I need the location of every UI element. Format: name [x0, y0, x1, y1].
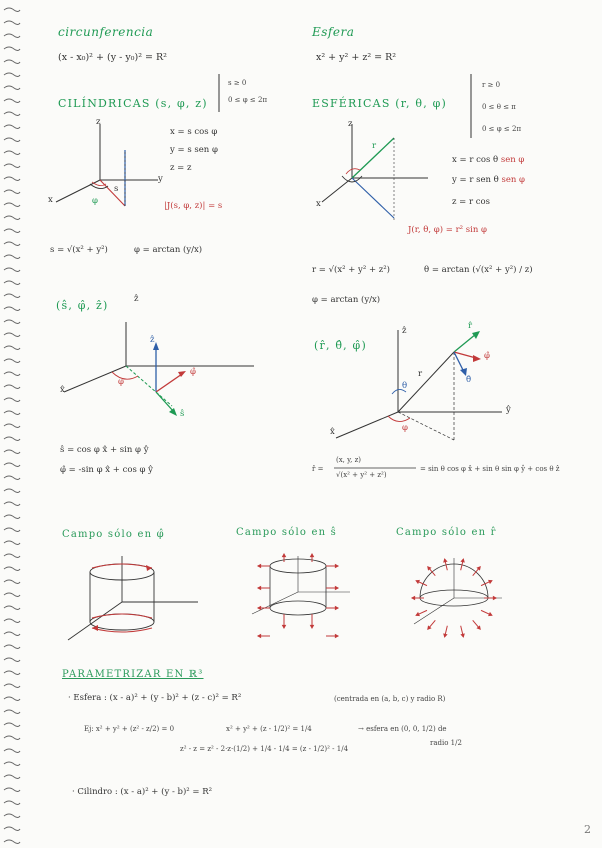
field-arrowhead	[258, 635, 261, 638]
esf-range-3: 0 ≤ φ ≤ 2π	[482, 125, 522, 133]
cil-vectors-title: (ŝ, φ̂, ẑ)	[56, 299, 109, 312]
spiral-ring	[4, 99, 20, 103]
esf-y-eq-red: sen φ	[501, 175, 526, 185]
cil-vectors-diagram	[54, 316, 264, 426]
campo-s-title: Campo sólo en ŝ	[236, 527, 337, 538]
field-arrowhead	[493, 597, 496, 600]
esfvec-label-theta: θ̂	[466, 375, 472, 385]
esfvec-axis-y: ŷ	[506, 405, 511, 415]
esfvec-label-phi: φ̂	[484, 351, 490, 361]
spiral-ring	[4, 489, 20, 493]
spiral-ring	[4, 333, 20, 337]
spiral-ring	[4, 190, 20, 194]
field-arrowhead	[335, 635, 338, 638]
param-cilindro-eq: · Cilindro : (x - a)² + (y - b)² = R²	[72, 787, 213, 797]
spiral-ring	[4, 645, 20, 649]
spiral-ring	[4, 8, 20, 12]
circunferencia-eq: (x - x₀)² + (y - y₀)² = R²	[58, 52, 167, 63]
spiral-ring	[4, 541, 20, 545]
spiral-ring	[4, 86, 20, 90]
cilindricas-title: CILÍNDRICAS (s, φ, z)	[58, 97, 208, 110]
cilvec-axis-x: x̂	[60, 385, 65, 395]
spiral-ring	[4, 606, 20, 610]
cil-axis-x: x	[48, 195, 53, 205]
cil-s-def: s = √(x² + y²)	[50, 245, 108, 255]
spiral-ring	[4, 216, 20, 220]
spiral-ring	[4, 476, 20, 480]
page-number: 2	[584, 823, 591, 836]
field-arrowhead	[258, 587, 261, 590]
esfvec-eq-den: √(x² + y² + z²)	[336, 471, 387, 479]
spiral-ring	[4, 411, 20, 415]
esf-label-r: r	[372, 141, 377, 151]
esf-r-def: r = √(x² + y² + z²)	[312, 265, 390, 275]
spiral-ring	[4, 450, 20, 454]
cil-axis-z: z	[96, 117, 101, 127]
spiral-ring	[4, 294, 20, 298]
esfvec-label-phi-angle: φ	[402, 423, 408, 433]
field-arrowhead	[444, 559, 447, 562]
esf-y-eq	[452, 176, 525, 185]
spiral-ring	[4, 73, 20, 77]
spiral-ring	[4, 554, 20, 558]
field-arrowhead	[461, 559, 464, 562]
esf-theta-def: θ = arctan (√(x² + y²) / z)	[424, 265, 533, 275]
spiral-ring	[4, 372, 20, 376]
field-arrowhead	[283, 554, 286, 557]
spiral-ring	[4, 658, 20, 662]
esf-x-eq-main: x = r cos θ	[452, 155, 499, 165]
esfvec-eq-num: (x, y, z)	[336, 456, 362, 464]
field-arrowhead	[412, 597, 415, 600]
spiral-ring	[4, 710, 20, 714]
esf-jacobian: J(r, θ, φ) = r² sin φ	[408, 225, 487, 235]
cil-label-phi: φ	[92, 196, 98, 206]
spiral-ring	[4, 21, 20, 25]
spiral-ring	[4, 814, 20, 818]
spiral-ring	[4, 840, 20, 844]
spiral-ring	[4, 749, 20, 753]
spiral-ring	[4, 138, 20, 142]
spiral-ring	[4, 320, 20, 324]
esfvec-label-theta-angle: θ	[402, 381, 408, 391]
cil-z-eq: z = z	[170, 163, 192, 173]
campo-phi-title: Campo sólo en φ̂	[62, 529, 165, 540]
spiral-ring	[4, 463, 20, 467]
spiral-ring	[4, 736, 20, 740]
field-arrowhead	[335, 587, 338, 590]
cilvec-label-angle: φ	[118, 377, 124, 387]
spiral-ring	[4, 346, 20, 350]
circunferencia-title: circunferencia	[58, 25, 154, 39]
spiral-ring	[4, 268, 20, 272]
esf-phi-def: φ = arctan (y/x)	[312, 295, 381, 305]
spiral-ring	[4, 593, 20, 597]
esf-axis-z: z	[348, 119, 353, 129]
param-ej-3: → esfera en (0, 0, 1/2) de	[358, 725, 447, 733]
spiral-ring	[4, 398, 20, 402]
esfvec-eq-fraction-bar	[334, 467, 416, 469]
cil-label-s: s	[114, 184, 119, 194]
esf-z-eq: z = r cos	[452, 197, 491, 207]
spiral-ring	[4, 359, 20, 363]
cil-jacobian: |J(s, φ, z)| = s	[164, 201, 223, 211]
spiral-ring	[4, 580, 20, 584]
campo-r-diagram	[398, 552, 508, 642]
esf-x-eq-red: sen φ	[500, 155, 525, 165]
field-arrowhead	[444, 634, 447, 637]
parametrizar-title: PARAMETRIZAR EN ℝ³	[62, 669, 204, 680]
esf-y-eq-main: y = r sen θ	[452, 175, 499, 185]
param-ej-4: radio 1/2	[430, 739, 462, 747]
spiral-ring	[4, 307, 20, 311]
field-arrowhead	[335, 607, 338, 610]
spiral-ring	[4, 437, 20, 441]
spiral-ring	[4, 762, 20, 766]
param-ej-2: x² + y² + (z - 1/2)² = 1/4	[226, 725, 312, 733]
spiral-ring	[4, 619, 20, 623]
spiral-ring	[4, 151, 20, 155]
esf-x-eq	[452, 156, 524, 165]
esf-range-1: r ≥ 0	[482, 81, 501, 89]
spiral-ring	[4, 385, 20, 389]
cilvec-label-phi: φ̂	[190, 367, 196, 377]
field-arrowhead	[335, 565, 338, 568]
esfvec-label-rr: r	[418, 369, 423, 379]
esfvec-eq-rhs: = sin θ cos φ x̂ + sin θ sin φ ŷ + cos θ ẑ	[420, 465, 560, 473]
esfericas-title: ESFÉRICAS (r, θ, φ)	[312, 97, 447, 110]
spiral-ring	[4, 60, 20, 64]
cilvec-eq-phi: φ̂ = -sin φ x̂ + cos φ ŷ	[60, 465, 153, 475]
spiral-ring	[4, 47, 20, 51]
esf-range-brace	[468, 74, 474, 138]
field-arrowhead	[416, 613, 419, 616]
cil-y-eq: y = s sen φ	[170, 145, 218, 155]
esf-axis-x: x	[316, 199, 321, 209]
field-arrowhead	[416, 580, 419, 583]
cil-range-brace	[216, 74, 222, 112]
cilvec-axis-z: ẑ	[134, 294, 139, 304]
esfera-eq: x² + y² + z² = R²	[316, 52, 397, 63]
spiral-ring	[4, 775, 20, 779]
esf-range-2: 0 ≤ θ ≤ π	[482, 103, 516, 111]
spiral-ring	[4, 827, 20, 831]
spiral-ring	[4, 671, 20, 675]
field-arrowhead	[258, 565, 261, 568]
cil-range-2: 0 ≤ φ ≤ 2π	[228, 96, 268, 104]
esfvec-axis-x: x̂	[330, 427, 335, 437]
spiral-ring	[4, 125, 20, 129]
cilindricas-diagram	[50, 118, 180, 218]
field-arrowhead	[283, 625, 286, 628]
spiral-ring	[4, 723, 20, 727]
cilvec-eq-s: ŝ = cos φ x̂ + sin φ ŷ	[60, 445, 149, 455]
spiral-ring	[4, 112, 20, 116]
esfvec-eq-lhs: r̂ =	[312, 465, 324, 473]
esfvec-axis-z: ẑ	[402, 326, 407, 336]
param-ej-5: z² - z = z² - 2·z·(1/2) + 1/4 - 1/4 = (z - 1/2)² - 1/4	[180, 745, 349, 753]
campo-s-diagram	[238, 552, 358, 636]
field-arrowhead	[311, 554, 314, 557]
spiral-ring	[4, 229, 20, 233]
spiral-ring	[4, 255, 20, 259]
spiral-ring	[4, 281, 20, 285]
param-esfera-eq: · Esfera : (x - a)² + (y - b)² + (z - c)² = R²	[68, 693, 242, 703]
field-arrowhead	[461, 634, 464, 637]
spiral-ring	[4, 801, 20, 805]
cil-phi-def: φ = arctan (y/x)	[134, 245, 203, 255]
spiral-ring	[4, 242, 20, 246]
spiral-ring	[4, 424, 20, 428]
campo-r-title: Campo sólo en r̂	[396, 527, 497, 538]
spiral-ring	[4, 177, 20, 181]
spiral-ring	[4, 502, 20, 506]
field-arrowhead	[489, 613, 492, 616]
spiral-binding	[0, 0, 24, 848]
esf-vectors-diagram	[326, 322, 566, 448]
cil-x-eq: x = s cos φ	[170, 127, 218, 137]
spiral-ring	[4, 515, 20, 519]
spiral-ring	[4, 528, 20, 532]
spiral-ring	[4, 164, 20, 168]
spiral-ring	[4, 788, 20, 792]
param-ej-1: Ej: x² + y² + (z² - z/2) = 0	[84, 725, 175, 733]
spiral-ring	[4, 632, 20, 636]
spiral-ring	[4, 34, 20, 38]
cil-range-1: s ≥ 0	[228, 79, 247, 87]
esfera-title: Esfera	[312, 25, 355, 39]
cil-axis-y: y	[158, 174, 163, 184]
spiral-ring	[4, 697, 20, 701]
param-esfera-note: (centrada en (a, b, c) y radio R)	[334, 695, 446, 703]
field-arrowhead	[258, 607, 261, 610]
field-arrowhead	[311, 625, 314, 628]
spiral-ring	[4, 684, 20, 688]
campo-phi-diagram	[62, 556, 202, 646]
esf-vectors-title: (r̂, θ̂, φ̂)	[314, 339, 367, 352]
spiral-ring	[4, 567, 20, 571]
esfvec-label-r: r̂	[468, 321, 473, 331]
cilvec-label-z: ẑ	[150, 335, 155, 345]
spiral-ring	[4, 203, 20, 207]
esfericas-diagram	[316, 118, 446, 226]
cilvec-label-s: ŝ	[180, 409, 185, 419]
field-arrowhead	[489, 580, 492, 583]
